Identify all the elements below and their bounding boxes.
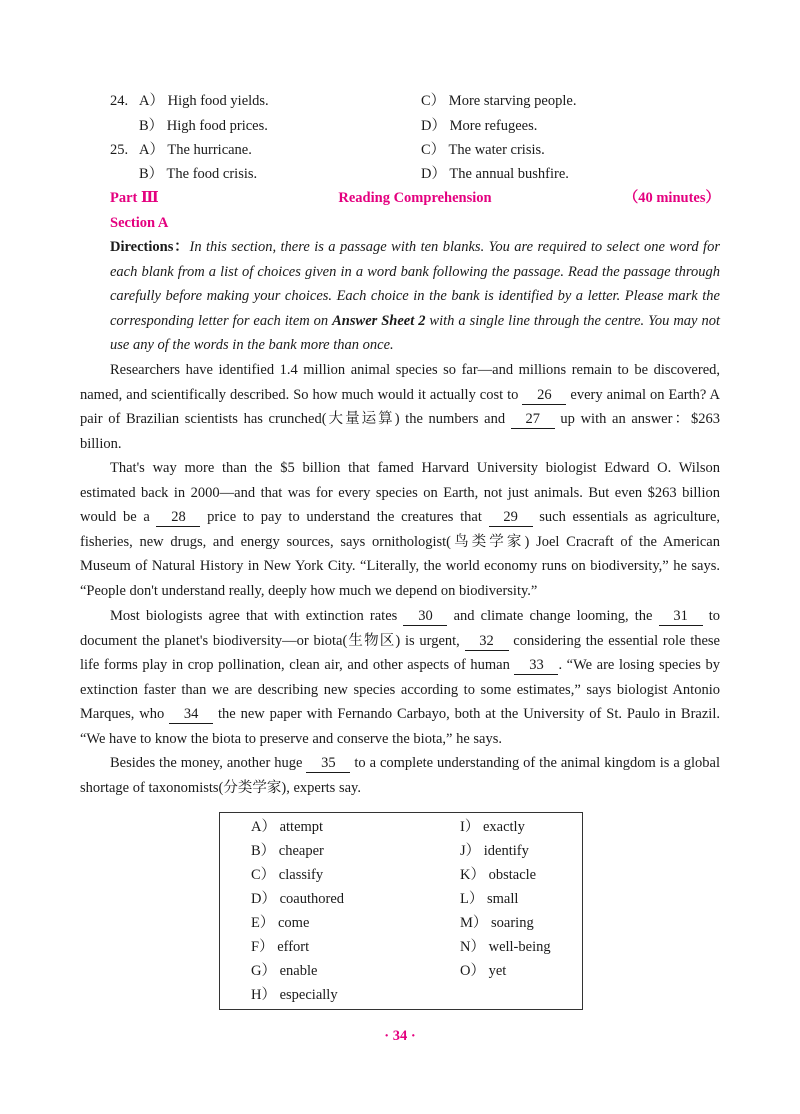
word-bank-item: F） effort <box>251 939 310 955</box>
answer-sheet-label: Answer Sheet 2 <box>332 312 426 329</box>
word-bank-item: C） classify <box>251 867 324 883</box>
text: the new paper with Fernando Carbayo, both at the University of St. Paulo in Brazil. “We have to know the biota to preserve and conserve the biota,” he says. <box>80 706 720 747</box>
blank-30: 30 <box>403 608 447 626</box>
blank-28: 28 <box>156 509 200 527</box>
option-24d: D） More refugees. <box>421 118 538 134</box>
option-24c: C） More starving people. <box>421 93 577 109</box>
directions-text: In this section, there is a passage with ten blanks. You are required to select one word for each blank from a list of choices given in a word bank following the passage. Read the passage through carefully before making your choices. Each choice in the bank is identified by a letter. Please mark the corresponding letter for each item on <box>110 239 720 329</box>
text: Most biologists agree that with extinction rates <box>110 608 404 624</box>
word-bank <box>219 812 583 1010</box>
directions-label: Directions： <box>110 239 190 255</box>
question-25-num <box>110 138 128 162</box>
word-bank-left-column <box>251 815 344 1007</box>
option-25d: D） The annual bushfire. <box>421 166 569 182</box>
text: price to pay to understand the creatures that <box>200 509 489 525</box>
page-number: · 34 · <box>384 1028 416 1044</box>
text: up with an answer：$263 billion. <box>80 411 721 452</box>
word-bank-item: H） especially <box>251 987 338 1003</box>
paragraph-1 <box>80 358 720 456</box>
paragraph-4 <box>80 751 720 800</box>
directions <box>110 235 720 358</box>
part-heading <box>110 186 720 210</box>
option-24b: B） High food prices. <box>139 118 268 134</box>
text: Researchers have identified 1.4 million animal species so far—and millions remain to be discovered, named, and scientifically described. So how much would it actually cost to <box>80 362 720 403</box>
word-bank-item: B） cheaper <box>251 843 324 859</box>
option-25b: B） The food crisis. <box>139 166 258 182</box>
text: That's way more than the $5 billion that famed Harvard University biologist Edward O. Wilson estimated back in 2000—and that was for every species on Earth, not just animals. But even $263 billion would be a <box>80 460 720 525</box>
option-25c: C） The water crisis. <box>421 142 545 158</box>
word-bank-item: N） well-being <box>460 939 551 955</box>
text: to a complete understanding of the animal kingdom is a global shortage of taxonomists(分类学家), experts say. <box>80 755 720 796</box>
word-bank-right-column <box>460 815 551 983</box>
text: Besides the money, another huge <box>110 755 307 771</box>
part-time: （40 minutes） <box>623 190 720 206</box>
text: every animal on Earth? A pair of Brazilian scientists has crunched(大量运算) the numbers and <box>80 386 720 427</box>
word-bank-item: L） small <box>460 891 519 907</box>
text: and climate change looming, the <box>447 608 659 624</box>
blank-35: 35 <box>306 755 350 773</box>
question-number: 24. <box>110 93 129 109</box>
part-label: Part Ⅲ <box>110 190 159 206</box>
word-bank-item: E） come <box>251 915 310 931</box>
word-bank-item: D） coauthored <box>251 891 345 907</box>
word-bank-item: K） obstacle <box>460 867 537 883</box>
part-title: Reading Comprehension <box>338 190 492 206</box>
blank-32: 32 <box>465 633 509 651</box>
text: to document the planet's biodiversity—or biota(生物区) is urgent, <box>80 608 721 649</box>
option-24a: A） High food yields. <box>139 93 269 109</box>
question-number: 25. <box>110 142 129 158</box>
blank-26: 26 <box>522 387 566 405</box>
directions-text-end: with a single line through the centre. You may not use any of the words in the bank more than once. <box>110 312 720 353</box>
word-bank-item: G） enable <box>251 963 318 979</box>
option-25a: A） The hurricane. <box>139 142 252 158</box>
word-bank-item: O） yet <box>460 963 507 979</box>
section-heading: Section A <box>110 215 169 231</box>
paragraph-3 <box>80 604 720 751</box>
word-bank-item: A） attempt <box>251 819 324 835</box>
blank-27: 27 <box>511 411 555 429</box>
word-bank-item: J） identify <box>460 843 529 859</box>
text: . “We are losing species by extinction faster than we are describing new species according to some estimates,” says biologist Antonio Marques, who <box>80 657 720 722</box>
text: such essentials as agriculture, fisheries, new drugs, and energy sources, says ornithologist(鸟类学家) Joel Cracraft of the American Museum of Natural History in New York City. “Literally, the world economy runs on biodiversity,” he says. “People don't understand really, deeply how much we depend on biodiversity.” <box>80 509 721 599</box>
blank-34: 34 <box>169 706 213 724</box>
text: considering the essential role these life forms play in crop pollination, clean air, and other aspects of human <box>80 632 720 673</box>
blank-33: 33 <box>514 657 558 675</box>
word-bank-item: I） exactly <box>460 819 525 835</box>
word-bank-item: M） soaring <box>460 915 534 931</box>
paragraph-2 <box>80 456 720 603</box>
blank-31: 31 <box>659 608 703 626</box>
question-24-num <box>110 89 128 113</box>
blank-29: 29 <box>489 509 533 527</box>
